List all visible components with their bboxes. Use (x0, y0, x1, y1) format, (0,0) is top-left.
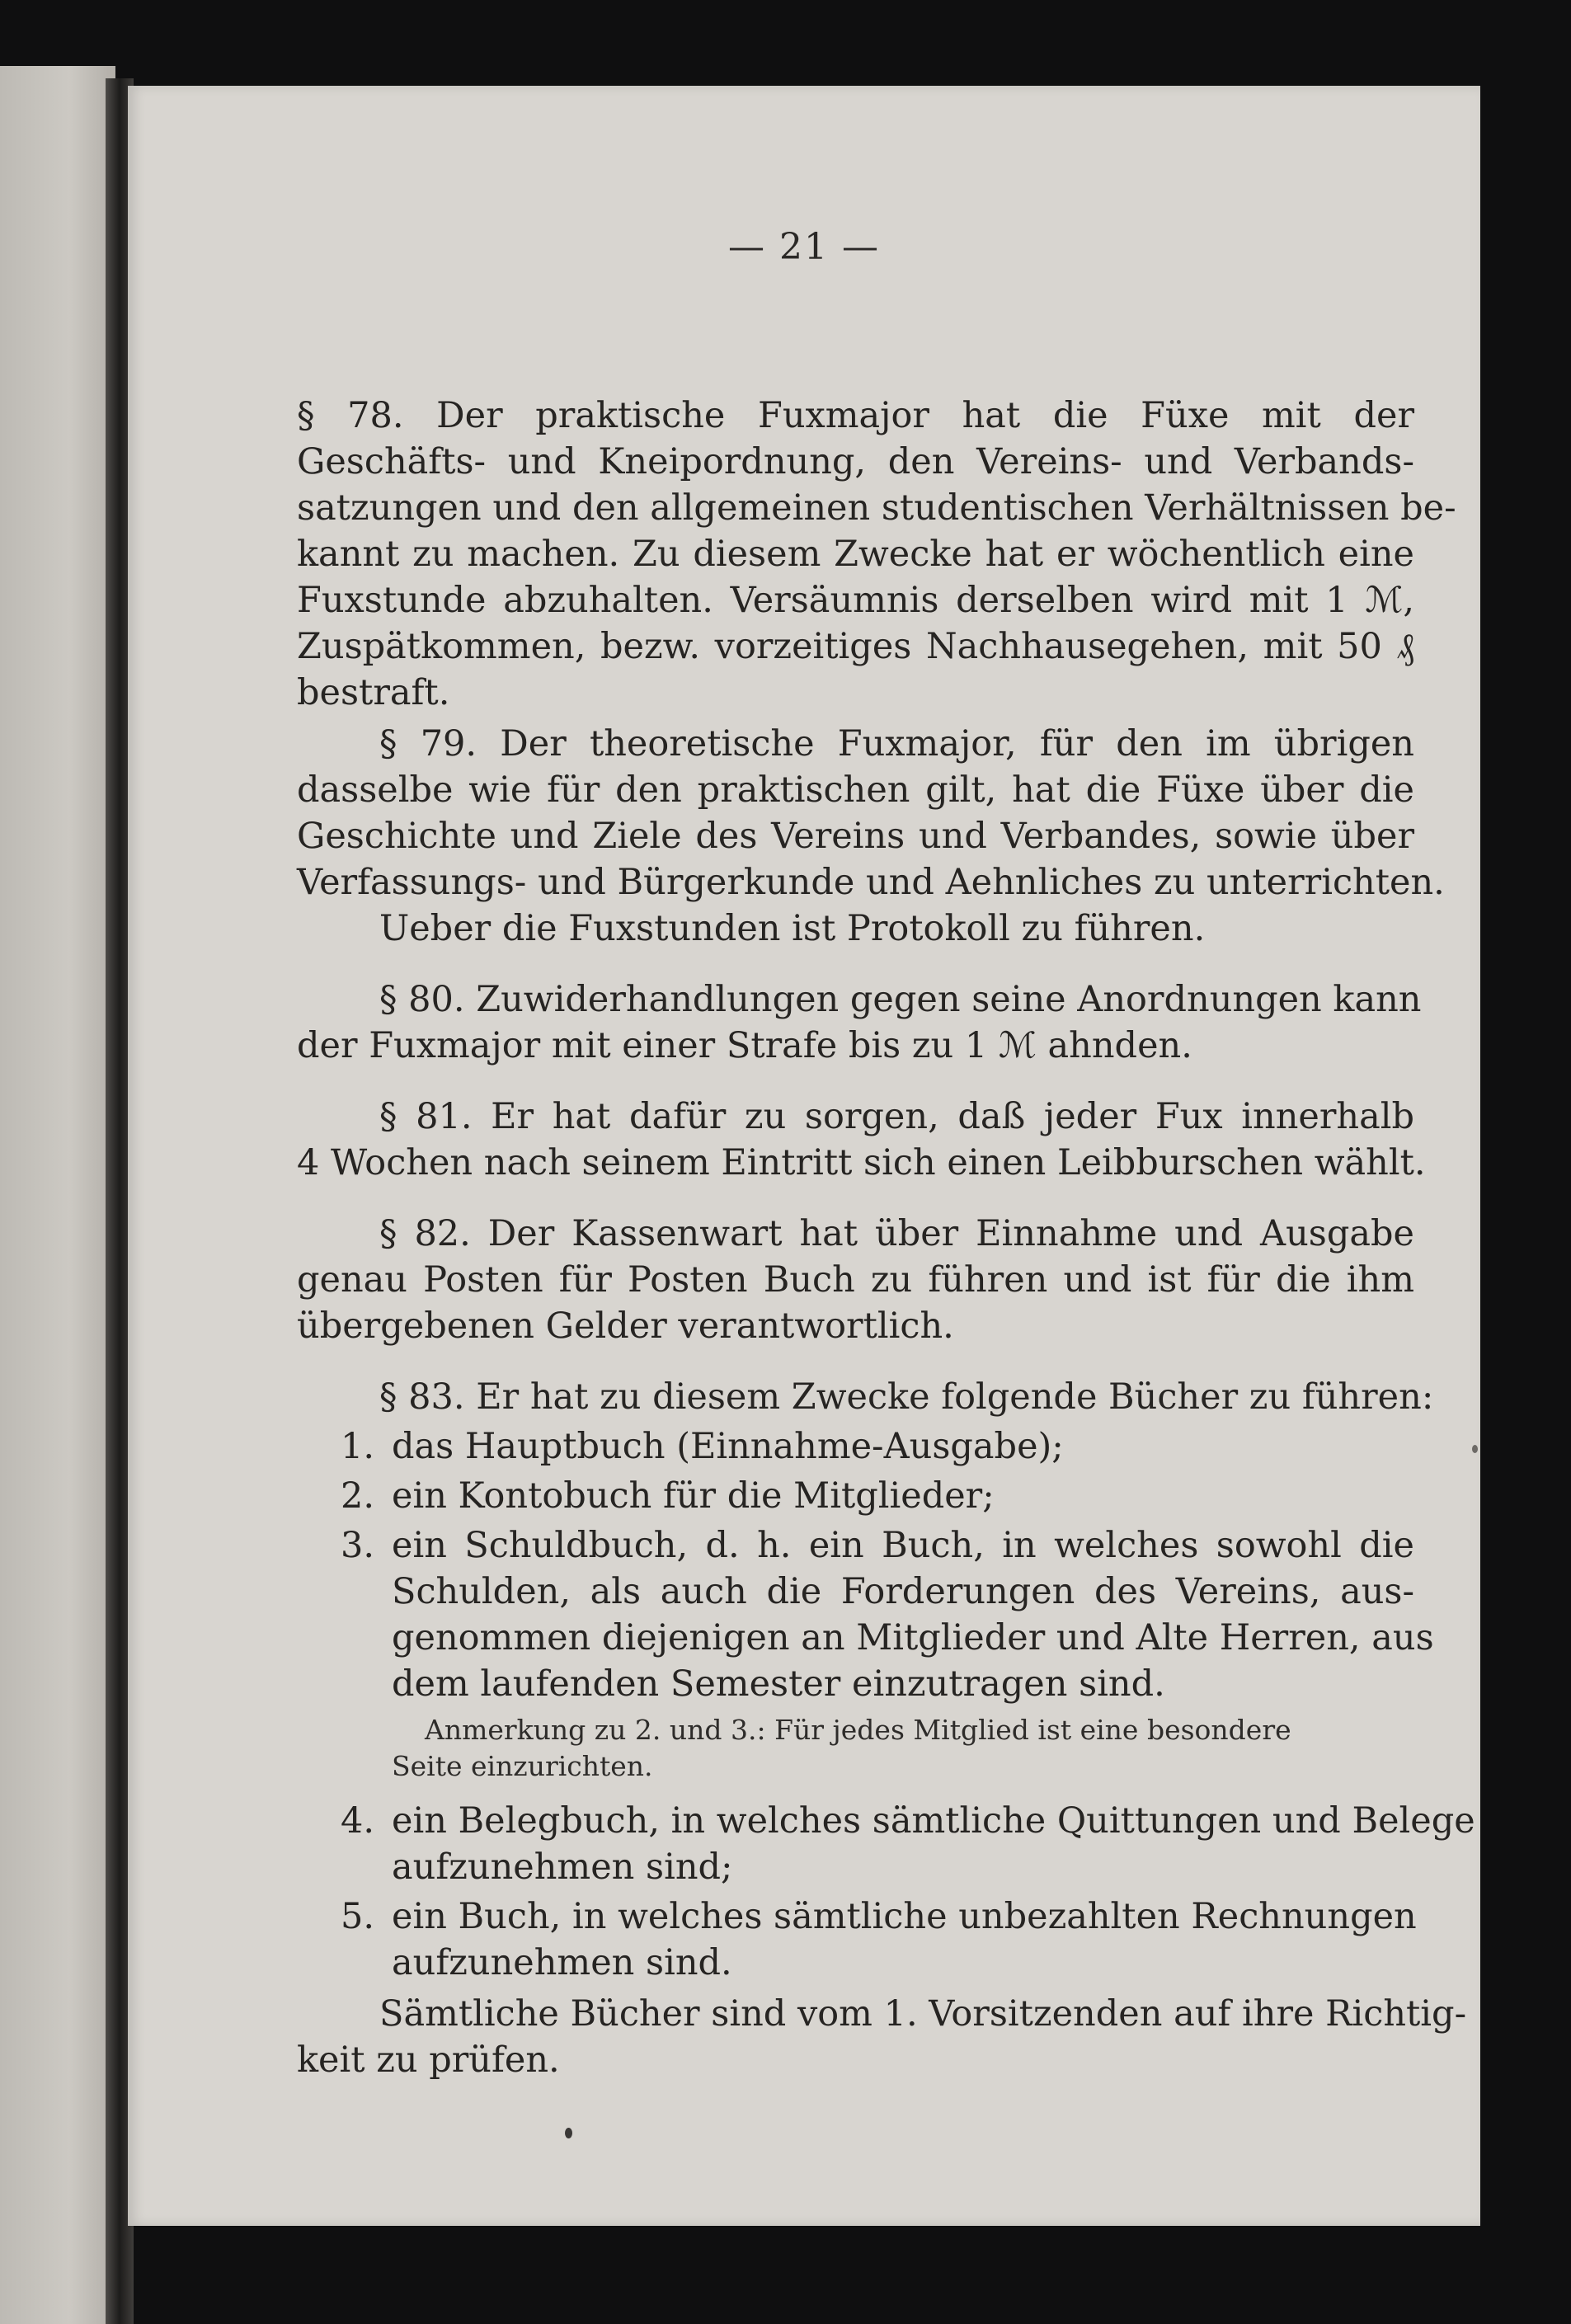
s79-line-4: Verfassungs- und Bürgerkunde und Aehnliches zu unterrichten. (297, 862, 1445, 903)
s81-line-1: § 81. Er hat dafür zu sorgen, daß jeder Fux innerhalb (379, 1096, 1414, 1137)
s79-line-1: § 79. Der theoretische Fuxmajor, für den im übrigen (379, 723, 1414, 764)
s83-item-3-line-4: dem laufenden Semester einzutragen sind. (392, 1663, 1165, 1705)
s83-note-line-1: Anmerkung zu 2. und 3.: Für jedes Mitglied ist eine besondere (425, 1714, 1291, 1746)
book-page (128, 86, 1480, 2226)
s83-item-3-line-3: genommen diejenigen an Mitglieder und Alte Herren, aus (392, 1617, 1434, 1658)
s83-item-2-number: 2. (341, 1475, 375, 1517)
s78-line-4: kannt zu machen. Zu diesem Zwecke hat er wöchentlich eine (297, 534, 1414, 575)
s83-item-4-line-1: ein Belegbuch, in welches sämtliche Quittungen und Belege (392, 1800, 1475, 1842)
s83-item-5-line-1: ein Buch, in welches sämtliche unbezahlten Rechnungen (392, 1896, 1417, 1937)
closing-line-2: keit zu prüfen. (297, 2039, 560, 2081)
s83-intro: § 83. Er hat zu diesem Zwecke folgende Bücher zu führen: (379, 1376, 1434, 1418)
ink-speck (1472, 1445, 1478, 1453)
s83-item-5-number: 5. (341, 1896, 375, 1937)
s78-line-3: satzungen und den allgemeinen studentischen Verhältnissen be- (297, 487, 1456, 529)
left-page-edge (0, 66, 115, 2324)
s83-item-2-line-1: ein Kontobuch für die Mitglieder; (392, 1475, 995, 1517)
s78-line-7: bestraft. (297, 672, 450, 713)
s83-item-1-line-1: das Hauptbuch (Einnahme-Ausgabe); (392, 1426, 1064, 1467)
s82-line-1: § 82. Der Kassenwart hat über Einnahme und Ausgabe (379, 1213, 1414, 1254)
s78-line-6: Zuspätkommen, bezw. vorzeitiges Nachhausegehen, mit 50 ₰ (297, 626, 1414, 667)
s83-item-3-number: 3. (341, 1525, 375, 1566)
s83-item-4-number: 4. (341, 1800, 375, 1842)
s78-line-2: Geschäfts- und Kneipordnung, den Vereins- und Verbands- (297, 441, 1414, 482)
s81-line-2: 4 Wochen nach seinem Eintritt sich einen Leibburschen wählt. (297, 1142, 1426, 1183)
s82-line-3: übergebenen Gelder verantwortlich. (297, 1305, 954, 1347)
s79-line-2: dasselbe wie für den praktischen gilt, hat die Füxe über die (297, 769, 1414, 811)
s83-item-3-line-1: ein Schuldbuch, d. h. ein Buch, in welches sowohl die (392, 1525, 1414, 1566)
ink-speck (565, 2128, 572, 2138)
s82-line-2: genau Posten für Posten Buch zu führen und ist für die ihm (297, 1259, 1414, 1301)
s79-line-5: Ueber die Fuxstunden ist Protokoll zu führen. (379, 908, 1206, 949)
closing-line-1: Sämtliche Bücher sind vom 1. Vorsitzenden auf ihre Richtig- (379, 1993, 1467, 2035)
s79-line-3: Geschichte und Ziele des Vereins und Verbandes, sowie über (297, 816, 1414, 857)
s80-line-2: der Fuxmajor mit einer Strafe bis zu 1 ℳ ahnden. (297, 1025, 1192, 1066)
s80-line-1: § 80. Zuwiderhandlungen gegen seine Anordnungen kann (379, 979, 1422, 1020)
s83-note-line-2: Seite einzurichten. (392, 1750, 653, 1782)
page-number: — 21 — (728, 226, 880, 268)
s83-item-5-line-2: aufzunehmen sind. (392, 1942, 732, 1983)
s78-line-1: § 78. Der praktische Fuxmajor hat die Füxe mit der (297, 395, 1414, 436)
s83-item-4-line-2: aufzunehmen sind; (392, 1846, 733, 1888)
s83-item-3-line-2: Schulden, als auch die Forderungen des Vereins, aus- (392, 1571, 1414, 1612)
s78-line-5: Fuxstunde abzuhalten. Versäumnis derselben wird mit 1 ℳ, (297, 580, 1414, 621)
s83-item-1-number: 1. (341, 1426, 375, 1467)
